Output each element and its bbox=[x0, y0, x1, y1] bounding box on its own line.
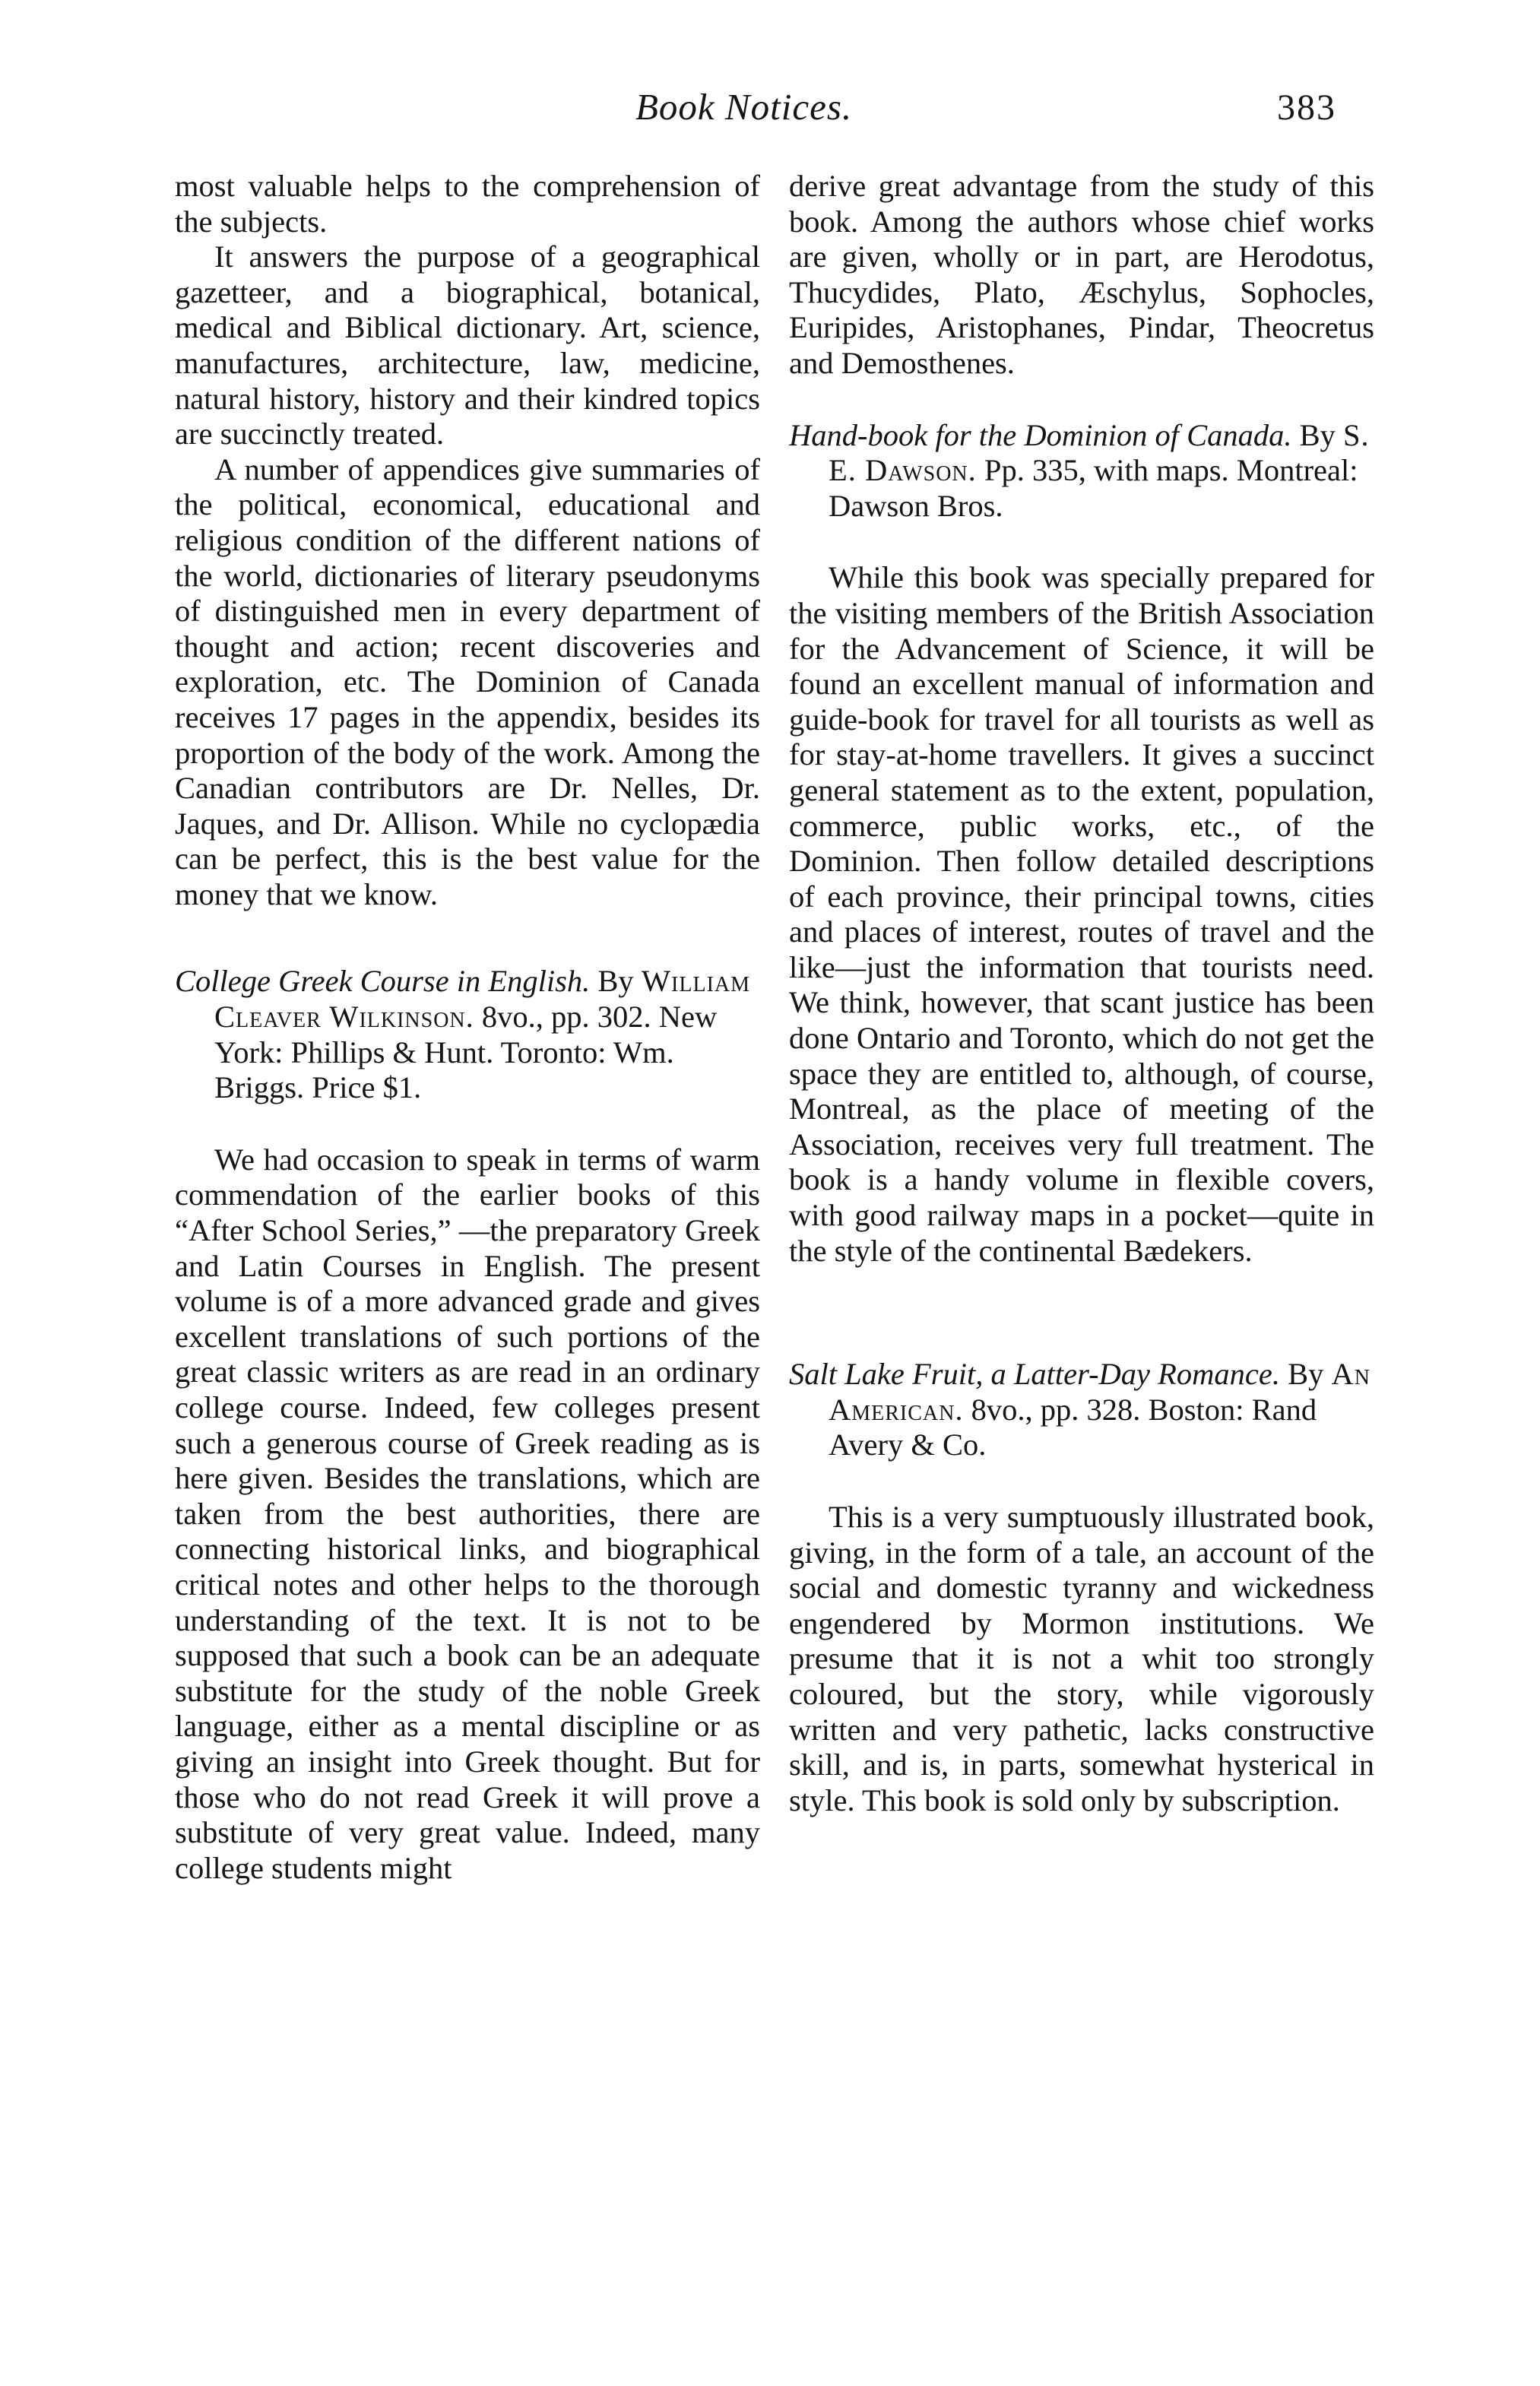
book-entry-salt-lake bbox=[789, 1357, 1374, 1463]
book-details: 8vo., pp. 328. Boston: Rand Avery & Co. bbox=[829, 1392, 1317, 1462]
paragraph-college-greek-review: We had occasion to speak in terms of warm commendation of the earlier books of this “After School Series,” —the preparatory Greek and Latin Courses in English. The present volume is of a more advanced grade and gives excellent translations of such portions of the great classic writers as are read in an ordinary college course. Indeed, few colleges present such a generous course of Greek reading as is here given. Besides the translations, which are taken from the best authorities, there are connecting historical links, and biographical critical notes and other helps to the thorough understanding of the text. It is not to be supposed that such a book can be an adequate substitute for the study of the noble Greek language, either as a mental discipline or as giving an insight into Greek thought. But for those who do not read Greek it will prove a substitute of very great value. Indeed, many college students might bbox=[175, 1142, 760, 1885]
book-author: S. E. Dawson. bbox=[829, 417, 1370, 488]
page-number: 383 bbox=[1277, 87, 1336, 128]
paragraph-gazetteer: It answers the purpose of a geographical gazetteer, and a biographical, botanical, medical and Biblical dictionary. Art, science, manufactures, architecture, law, medicine, natural history, history and their kindred topics are succinctly treated. bbox=[175, 239, 760, 452]
book-title: College Greek Course in English. bbox=[175, 964, 591, 999]
by-label: By bbox=[1299, 417, 1336, 452]
book-details: Pp. 335, with maps. Montreal: Dawson Bros. bbox=[829, 453, 1358, 523]
book-title: Salt Lake Fruit, a Latter-Day Romance. bbox=[789, 1357, 1280, 1392]
book-entry-college-greek bbox=[175, 964, 760, 1105]
by-label: By bbox=[597, 964, 634, 999]
paragraph-appendices: A number of appendices give summaries of the political, economical, educational and religious condition of the different nations of the world, dictionaries of literary pseudonyms of distinguished men in every department of thought and action; recent discoveries and exploration, etc. The Dominion of Canada receives 17 pages in the appendix, besides its proportion of the body of the work. Among the Canadian contributors are Dr. Nelles, Dr. Jaques, and Dr. Allison. While no cyclopædia can be perfect, this is the best value for the money that we know. bbox=[175, 452, 760, 911]
book-author: An American. bbox=[829, 1357, 1370, 1427]
right-column bbox=[789, 169, 1374, 1818]
by-label: By bbox=[1288, 1357, 1324, 1392]
running-head bbox=[0, 85, 1540, 138]
paragraph-continued: derive great advantage from the study of this book. Among the authors whose chief works are given, wholly or in part, are Herodotus, Thucydides, Plato, Æschylus, Sophocles, Euripides, Aristophanes, Pindar, Theocretus and Demosthenes. bbox=[789, 169, 1374, 380]
paragraph-salt-lake-review: This is a very sumptuously illustrated book, giving, in the form of a tale, an account of the social and domestic tyranny and wickedness engendered by Mormon institutions. We presume that it is not a whit too strongly coloured, but the story, while vigorously written and very pathetic, lacks constructive skill, and is, in parts, somewhat hysterical in style. This book is sold only by subscription. bbox=[789, 1500, 1374, 1817]
book-entry-handbook bbox=[789, 418, 1374, 524]
book-title: Hand-book for the Dominion of Canada. bbox=[789, 417, 1292, 452]
running-title: Book Notices. bbox=[635, 86, 853, 128]
left-column bbox=[175, 169, 760, 1886]
book-author: William Cleaver Wilkinson. bbox=[214, 964, 751, 1035]
paragraph-handbook-review: While this book was specially prepared for the visiting members of the British Association for the Advancement of Science, it will be found an excellent manual of information and guide-book for travel for all tourists as well as for stay-at-home travellers. It gives a succinct general statement as to the extent, population, commerce, public works, etc., of the Dominion. Then follow detailed descriptions of each province, their principal towns, cities and places of interest, routes of travel and the like—just the information that tourists need. We think, however, that scant justice has been done Ontario and Toronto, which do not get the space they are entitled to, although, of course, Montreal, as the place of meeting of the Association, receives very full treatment. The book is a handy volume in flexible covers, with good railway maps in a pocket—quite in the style of the continental Bædekers. bbox=[789, 560, 1374, 1268]
book-details: 8vo., pp. 302. New York: Phillips & Hunt. Toronto: Wm. Briggs. Price $1. bbox=[214, 1000, 718, 1105]
paragraph-continued: most valuable helps to the comprehension of the subjects. bbox=[175, 169, 760, 239]
